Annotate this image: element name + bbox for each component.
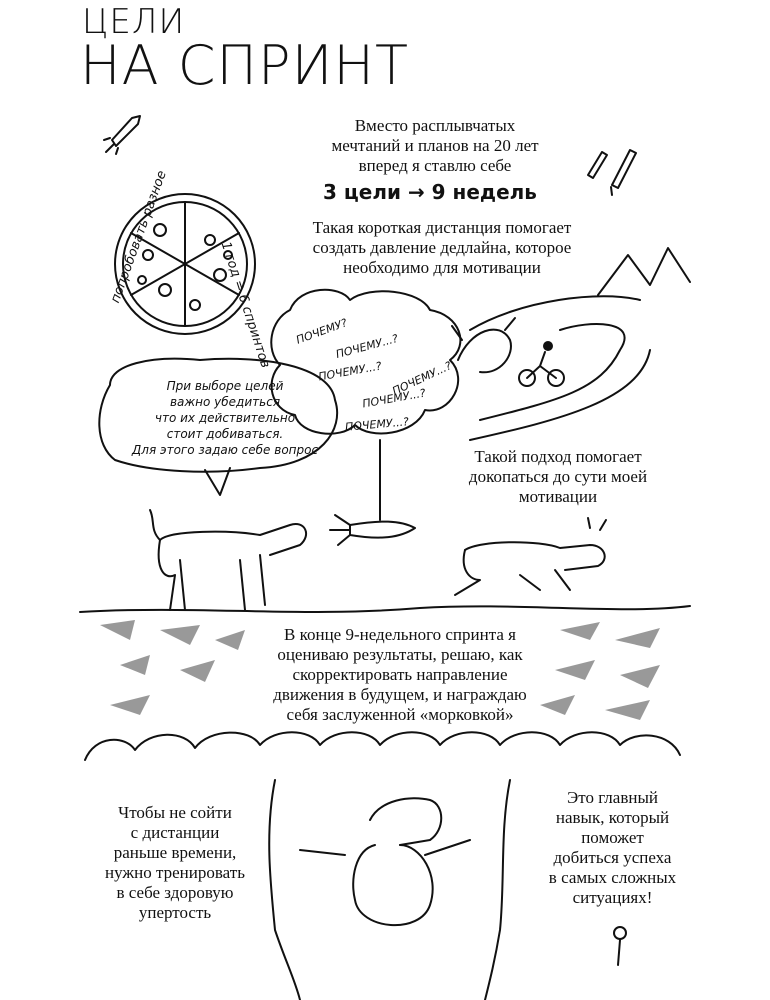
skill-line: ситуациях! (572, 888, 653, 907)
persist-line: упертость (138, 903, 212, 922)
approach-line: Такой подход помогает (474, 447, 642, 466)
pressure-line: Такая короткая дистанция помогает (312, 218, 572, 237)
title-line-2: НА СПРИНТ (80, 34, 409, 97)
flower-icon (614, 927, 626, 965)
sprint-end-line: себя заслуженной «морковкой» (286, 705, 514, 724)
road-icon (470, 324, 650, 440)
bubble-line: важно убедиться (169, 395, 281, 409)
bubble-line: что их действительно (154, 411, 296, 425)
bubble-line: Для этого задаю себе вопрос (131, 443, 319, 457)
donkey-right-icon (455, 518, 606, 595)
approach-line: мотивации (518, 487, 598, 506)
selection-bubble-text (115, 378, 335, 458)
sprint-end-line: скорректировать направление (292, 665, 508, 684)
intro-line: мечтаний и планов на 20 лет (331, 136, 539, 155)
skill-line: в самых сложных (548, 868, 677, 887)
bubble-line: стоит добиваться. (166, 427, 284, 441)
donkey-left-icon (150, 510, 306, 610)
ground-line (80, 606, 690, 612)
goals-banner: 3 цели → 9 недель (323, 180, 537, 204)
pressure-line: создать давление дедлайна, которое (312, 238, 572, 257)
sprint-end-line: движения в будущем, и награждаю (273, 685, 527, 704)
sprint-end-text (250, 625, 550, 725)
skill-line: поможет (581, 828, 644, 847)
intro-line: Вместо расплывчатых (354, 116, 516, 135)
sprint-end-line: В конце 9-недельного спринта я (284, 625, 516, 644)
why-5: ПОЧЕМУ...? (361, 386, 427, 411)
carrot-icon (330, 440, 415, 545)
persist-text (90, 803, 260, 923)
persist-line: Чтобы не сойти (118, 803, 232, 822)
persist-line: в себе здоровую (116, 883, 234, 902)
why-6: ПОЧЕМУ...? (344, 415, 410, 434)
sprint-end-line: оцениваю результаты, решаю, как (277, 645, 523, 664)
rocket-icon (104, 116, 140, 154)
why-1: ПОЧЕМУ? (294, 316, 350, 347)
pens-icon (588, 150, 636, 195)
title-line-1: ЦЕЛИ (82, 2, 186, 42)
why-2: ПОЧЕМУ...? (334, 331, 400, 362)
right-wall (485, 780, 510, 1000)
skill-line: Это главный (567, 788, 658, 807)
cloud-layer (85, 732, 680, 760)
persist-line: раньше времени, (113, 843, 237, 862)
intro-line: вперед я ставлю себе (358, 156, 512, 175)
pressure-line: необходимо для мотивации (343, 258, 541, 277)
skill-line: навык, который (555, 808, 670, 827)
pizza-label-2: попробовать разное (108, 168, 170, 306)
why-4: ПОЧЕМУ...? (390, 359, 454, 398)
approach-text (448, 447, 668, 507)
pizza-label: 1 год = 6 спринтов (217, 240, 273, 370)
bubble-line: При выборе целей (166, 379, 284, 393)
left-wall (269, 780, 300, 1000)
bull-icon (452, 318, 515, 372)
cyclist-icon (519, 342, 564, 386)
donkey-bottom-icon (300, 798, 470, 925)
persist-line: нужно тренировать (105, 863, 245, 882)
pressure-text (292, 218, 592, 278)
skill-text (530, 788, 695, 908)
approach-line: докопаться до сути моей (468, 467, 648, 486)
persist-line: с дистанции (130, 823, 220, 842)
why-3: ПОЧЕМУ...? (317, 359, 383, 384)
skill-line: добиться успеха (553, 848, 672, 867)
intro-text (320, 116, 550, 176)
